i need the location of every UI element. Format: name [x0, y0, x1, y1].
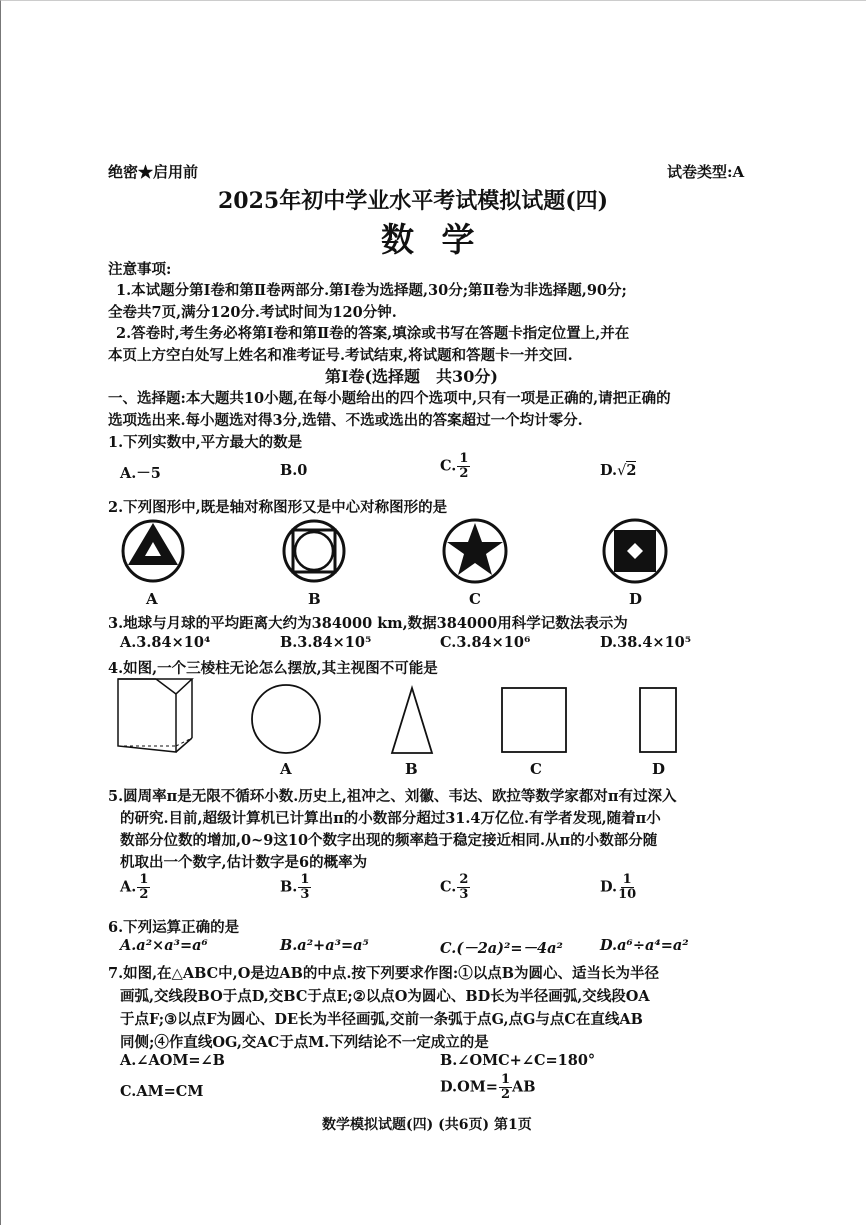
q2-figure-a: [118, 518, 188, 588]
q4-label-d: D: [652, 760, 666, 778]
notice-item1-line1: 1.本试题分第Ⅰ卷和第Ⅱ卷两部分.第Ⅰ卷为选择题,30分;第Ⅱ卷为非选择题,90分;: [116, 282, 627, 299]
q7-line4: 同侧;④作直线OG,交AC于点M.下列结论不一定成立的是: [120, 1034, 489, 1051]
q6-option-d: D.a⁶÷a⁴=a²: [600, 937, 689, 954]
q4-label-c: C: [530, 760, 542, 778]
q4-figure-b-triangle: [387, 686, 437, 756]
section1-line2: 选项选出来.每小题选对得3分,选错、不选或选出的答案超过一个均计零分.: [108, 412, 583, 429]
q2-stem: 2.下列图形中,既是轴对称图形又是中心对称图形的是: [108, 499, 448, 516]
notice-item1-line2: 全卷共7页,满分120分.考试时间为120分钟.: [108, 304, 397, 321]
notice-item2-line2: 本页上方空白处写上姓名和准考证号.考试结束,将试题和答题卡一并交回.: [108, 347, 573, 364]
q4-prism-figure: [116, 676, 196, 756]
part1-title: 第Ⅰ卷(选择题 共30分): [325, 367, 498, 386]
q4-figure-c-square: [500, 686, 570, 756]
q5-option-c: C. $\frac{2}{3}$: [440, 872, 469, 902]
q3-option-b: B.3.84×10⁵: [280, 634, 372, 651]
q1-option-b: B.0: [280, 462, 308, 479]
q4-label-a: A: [280, 760, 292, 778]
q5-option-b: B. $\frac{1}{3}$: [280, 872, 310, 902]
q6-stem: 6.下列运算正确的是: [108, 919, 240, 936]
q1-option-c: C. $\frac{1}{2}$: [440, 451, 469, 481]
q2-figure-d: [600, 518, 670, 588]
q4-figure-a-circle: [250, 683, 322, 755]
q5-line2: 的研究.目前,超级计算机已计算出π的小数部分超过31.4万亿位.有学者发现,随着π小: [120, 810, 661, 827]
subject-title: 数 学: [381, 220, 483, 259]
q2-label-c: C: [469, 590, 481, 608]
q6-option-b: B.a²+a³=a⁵: [280, 937, 369, 954]
q3-stem: 3.地球与月球的平均距离大约为384000 km,数据384000用科学记数法表示为: [108, 615, 628, 632]
page-title: 2025年初中学业水平考试模拟试题(四): [218, 188, 609, 214]
q5-line3: 数部分位数的增加,0~9这10个数字出现的频率趋于稳定接近相同.从π的小数部分随: [120, 832, 658, 849]
q6-option-a: A.a²×a³=a⁶: [120, 937, 208, 954]
q2-label-a: A: [146, 590, 158, 608]
q1-stem: 1.下列实数中,平方最大的数是: [108, 434, 303, 451]
q2-figure-b: [279, 518, 349, 588]
q7-option-b: B.∠OMC+∠C=180°: [440, 1052, 596, 1069]
q5-line1: 5.圆周率π是无限不循环小数.历史上,祖冲之、刘徽、韦达、欧拉等数学家都对π有过深入: [108, 788, 677, 805]
q2-label-b: B: [308, 590, 321, 608]
q7-option-d: D.OM= $\frac{1}{2}$ AB: [440, 1072, 536, 1102]
page-footer: 数学模拟试题(四) (共6页) 第1页: [322, 1117, 532, 1133]
q7-line1: 7.如图,在△ABC中,O是边AB的中点.按下列要求作图:①以点B为圆心、适当长为半径: [108, 965, 659, 982]
q1-option-d: D.√2: [600, 462, 637, 479]
q4-stem: 4.如图,一个三棱柱无论怎么摆放,其主视图不可能是: [108, 660, 438, 677]
q6-option-c: C.(－2a)²=－4a²: [440, 940, 563, 957]
q3-option-d: D.38.4×10⁵: [600, 634, 692, 651]
q1-option-a: A.－5: [120, 465, 161, 482]
q7-option-a: A.∠AOM=∠B: [120, 1052, 225, 1069]
q5-line4: 机取出一个数字,估计数字是6的概率为: [120, 854, 368, 871]
q7-line3: 于点F;③以点F为圆心、DE长为半径画弧,交前一条弧于点G,点G与点C在直线AB: [120, 1011, 643, 1028]
confidential-label: 绝密★启用前: [108, 163, 199, 181]
q4-label-b: B: [405, 760, 418, 778]
q4-figure-d-rectangle: [638, 686, 680, 756]
q3-option-c: C.3.84×10⁶: [440, 634, 531, 651]
q7-option-c: C.AM=CM: [120, 1083, 204, 1100]
paper-type-label: 试卷类型:A: [667, 163, 745, 181]
q7-line2: 画弧,交线段BO于点D,交BC于点E;②以点O为圆心、BD长为半径画弧,交线段OA: [120, 988, 650, 1005]
q5-option-d: D. $\frac{1}{10}$: [600, 872, 637, 902]
notice-item2-line1: 2.答卷时,考生务必将第Ⅰ卷和第Ⅱ卷的答案,填涂或书写在答题卡指定位置上,并在: [116, 325, 630, 342]
notice-heading: 注意事项:: [108, 261, 172, 278]
section1-line1: 一、选择题:本大题共10小题,在每小题给出的四个选项中,只有一项是正确的,请把正确的: [108, 390, 671, 407]
q2-label-d: D: [629, 590, 643, 608]
q2-figure-c: [440, 518, 510, 588]
q5-option-a: A. $\frac{1}{2}$: [120, 872, 149, 902]
q3-option-a: A.3.84×10⁴: [120, 634, 211, 651]
